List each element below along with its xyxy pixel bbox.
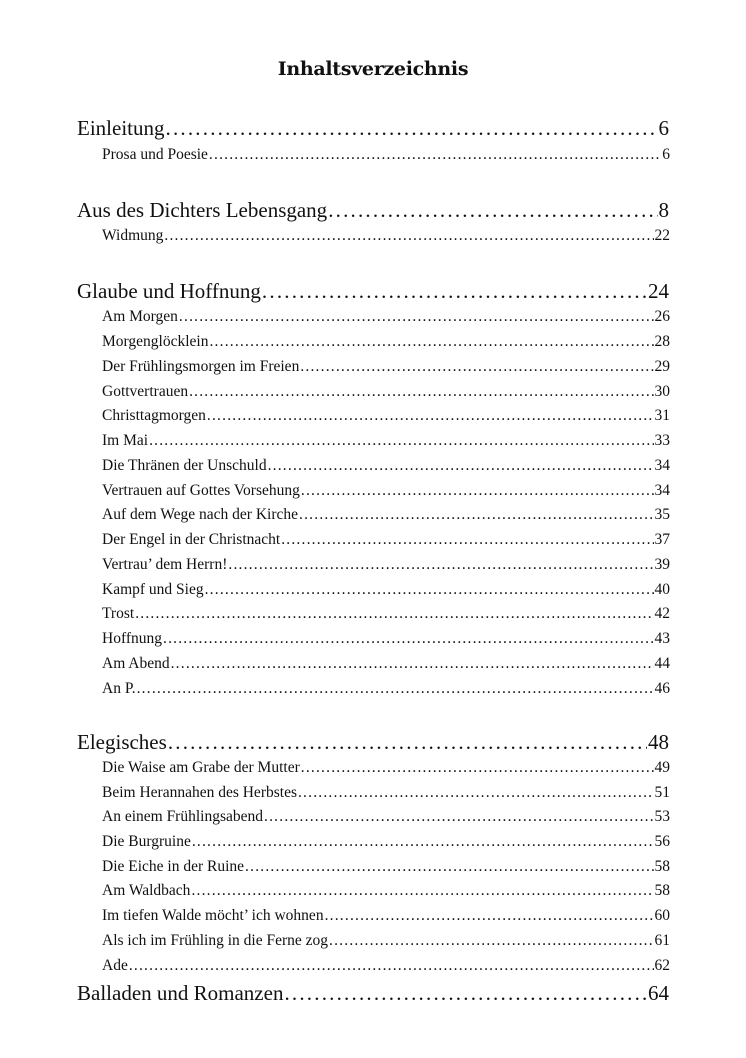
dot-leader xyxy=(171,653,654,675)
toc-section xyxy=(102,381,670,403)
toc-section xyxy=(102,225,670,247)
dot-leader xyxy=(281,529,653,551)
page-number: 6 xyxy=(658,116,669,140)
section-label: Als ich im Frühling in die Ferne zog xyxy=(102,932,329,949)
dot-leader xyxy=(192,831,654,853)
page-number: 8 xyxy=(658,198,669,222)
section-label: Die Thränen der Unschuld xyxy=(102,457,267,474)
toc-section xyxy=(102,678,670,700)
toc-section xyxy=(102,628,670,650)
dot-leader xyxy=(228,554,653,576)
toc-section xyxy=(102,430,670,452)
toc-chapter-einleitung xyxy=(77,115,669,141)
dot-leader xyxy=(284,980,647,1006)
dot-leader xyxy=(163,628,654,650)
toc-section xyxy=(102,480,670,502)
dot-leader xyxy=(245,856,653,878)
page-number: 64 xyxy=(648,981,669,1005)
section-label: Trost xyxy=(102,605,135,622)
chapter-label: Glaube und Hoffnung xyxy=(77,279,261,303)
section-label: Am Abend xyxy=(102,655,170,672)
dot-leader xyxy=(129,955,654,977)
dot-leader xyxy=(209,144,661,166)
page-number: 34 xyxy=(654,457,670,474)
page-number: 26 xyxy=(654,308,670,325)
section-label: Auf dem Wege nach der Kirche xyxy=(102,506,299,523)
page-number: 53 xyxy=(654,808,670,825)
section-label: Im tiefen Walde möcht’ ich wohnen xyxy=(102,907,324,924)
toc-chapter-glaube-und-hoffnung xyxy=(77,278,669,304)
section-label: Prosa und Poesie xyxy=(102,146,208,163)
section-label: Der Frühlingsmorgen im Freien xyxy=(102,358,300,375)
toc-section xyxy=(102,504,670,526)
section-label: Beim Herannahen des Herbstes xyxy=(102,784,297,801)
section-label: Widmung xyxy=(102,227,164,244)
page-number: 34 xyxy=(654,482,670,499)
section-label: Hoffnung xyxy=(102,630,162,647)
section-label: Morgenglöcklein xyxy=(102,333,209,350)
toc-section xyxy=(102,405,670,427)
toc-section xyxy=(102,144,670,166)
chapter-label: Einleitung xyxy=(77,116,165,140)
dot-leader xyxy=(209,331,653,353)
dot-leader xyxy=(166,115,658,141)
section-label: Der Engel in der Christnacht xyxy=(102,531,281,548)
toc-chapter-elegisches xyxy=(77,729,669,755)
page-number: 35 xyxy=(654,506,670,523)
toc-section xyxy=(102,653,670,675)
dot-leader xyxy=(329,930,653,952)
page-number: 37 xyxy=(654,531,670,548)
page-number: 43 xyxy=(654,630,670,647)
page-number: 22 xyxy=(654,227,670,244)
dot-leader xyxy=(189,381,653,403)
page-number: 44 xyxy=(654,655,670,672)
section-label: Vertrauen auf Gottes Vorsehung xyxy=(102,482,300,499)
toc-section xyxy=(102,955,670,977)
page-number: 56 xyxy=(654,833,670,850)
page-number: 60 xyxy=(654,907,670,924)
dot-leader xyxy=(262,278,647,304)
section-label: Vertrau’ dem Herrn! xyxy=(102,556,228,573)
page-number: 28 xyxy=(654,333,670,350)
dot-leader xyxy=(164,225,653,247)
page-number: 61 xyxy=(654,932,670,949)
toc-section xyxy=(102,603,670,625)
toc-section xyxy=(102,905,670,927)
page-number: 58 xyxy=(654,882,670,899)
page-number: 29 xyxy=(654,358,670,375)
page-number: 49 xyxy=(654,759,670,776)
page-number: 58 xyxy=(654,858,670,875)
dot-leader xyxy=(301,480,654,502)
toc-section xyxy=(102,579,670,601)
page-number: 33 xyxy=(654,432,670,449)
toc-section xyxy=(102,554,670,576)
dot-leader xyxy=(299,504,653,526)
page-number: 51 xyxy=(654,784,670,801)
dot-leader xyxy=(191,880,653,902)
section-label: Die Eiche in der Ruine xyxy=(102,858,245,875)
dot-leader xyxy=(325,905,654,927)
toc-section xyxy=(102,455,670,477)
toc-section xyxy=(102,306,670,328)
page-number: 48 xyxy=(648,730,669,754)
toc-section xyxy=(102,356,670,378)
dot-leader xyxy=(149,430,653,452)
section-label: Am Waldbach xyxy=(102,882,191,899)
dot-leader xyxy=(205,579,654,601)
section-label: An P. xyxy=(102,680,136,697)
dot-leader xyxy=(135,603,653,625)
toc-section xyxy=(102,782,670,804)
toc-title: Inhaltsverzeichnis xyxy=(277,58,469,80)
section-label: Christtagmorgen xyxy=(102,407,206,424)
dot-leader xyxy=(264,806,653,828)
section-label: An einem Frühlingsabend xyxy=(102,808,264,825)
section-label: Gottvertrauen xyxy=(102,383,189,400)
toc-section xyxy=(102,806,670,828)
section-label: Im Mai xyxy=(102,432,149,449)
toc-section xyxy=(102,831,670,853)
page-number: 6 xyxy=(662,146,670,163)
dot-leader xyxy=(268,455,654,477)
dot-leader xyxy=(207,405,654,427)
toc-section xyxy=(102,757,670,779)
page-number: 46 xyxy=(654,680,670,697)
section-label: Kampf und Sieg xyxy=(102,581,204,598)
toc-section xyxy=(102,856,670,878)
toc-chapter-lebensgang xyxy=(77,197,669,223)
chapter-label: Elegisches xyxy=(77,730,167,754)
section-label: Die Waise am Grabe der Mutter xyxy=(102,759,300,776)
section-label: Ade xyxy=(102,957,128,974)
dot-leader xyxy=(328,197,657,223)
dot-leader xyxy=(168,729,647,755)
dot-leader xyxy=(301,757,654,779)
section-label: Am Morgen xyxy=(102,308,178,325)
toc-chapter-balladen-und-romanzen xyxy=(77,980,669,1006)
page-number: 62 xyxy=(654,957,670,974)
toc-section xyxy=(102,880,670,902)
dot-leader xyxy=(300,356,653,378)
page-number: 31 xyxy=(654,407,670,424)
page-number: 24 xyxy=(648,279,669,303)
toc-section xyxy=(102,331,670,353)
toc-section xyxy=(102,930,670,952)
dot-leader xyxy=(179,306,654,328)
page-number: 42 xyxy=(654,605,670,622)
page-number: 39 xyxy=(654,556,670,573)
chapter-label: Balladen und Romanzen xyxy=(77,981,284,1005)
page-number: 40 xyxy=(654,581,670,598)
section-label: Die Burgruine xyxy=(102,833,191,850)
chapter-label: Aus des Dichters Lebensgang xyxy=(77,198,328,222)
dot-leader xyxy=(137,678,654,700)
toc-section xyxy=(102,529,670,551)
page-number: 30 xyxy=(654,383,670,400)
dot-leader xyxy=(298,782,654,804)
